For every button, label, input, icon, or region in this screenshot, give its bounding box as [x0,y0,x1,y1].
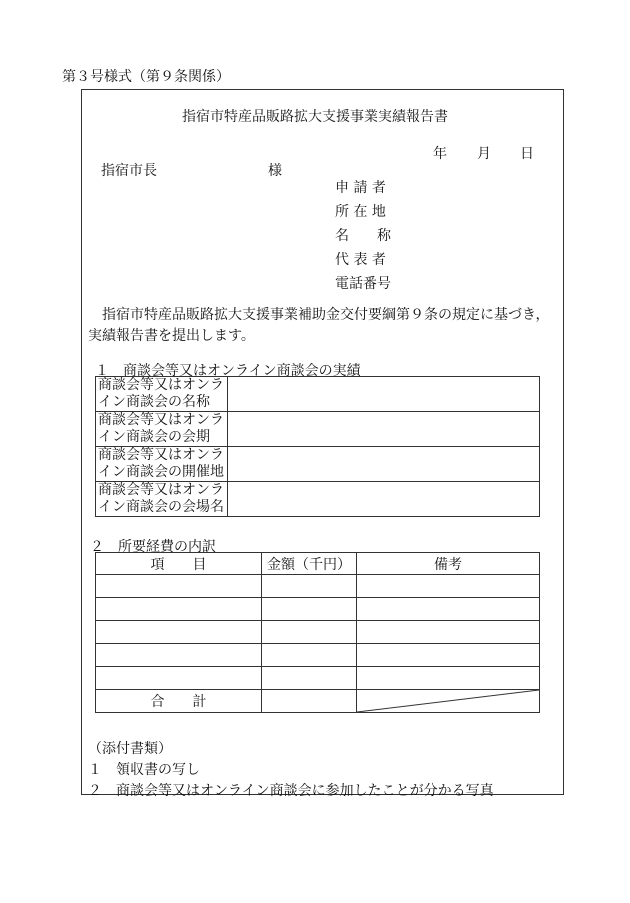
date-month: 月 [477,146,491,162]
total-label: 合 計 [96,690,262,713]
table-row [96,482,540,517]
column-header-remarks: 備考 [357,553,540,575]
amount-cell[interactable] [262,667,357,690]
date-day: 日 [520,146,534,162]
representative-label: 代 表 者 [335,252,386,268]
row-label: 商談会等又はオンラ イン商談会の会場名 [96,482,228,517]
addressee-honorific: 様 [268,163,282,179]
item-cell[interactable] [96,621,262,644]
item-cell[interactable] [96,598,262,621]
section1-heading: １ 商談会等又はオンライン商談会の実績 [95,363,361,379]
results-table [95,376,540,517]
intro-paragraph: 指宿市特産品販路拡大支援事業補助金交付要綱第９条の規定に基づき，実績報告書を提出します。 [88,307,550,344]
row-label: 商談会等又はオンラ イン商談会の会期 [96,412,228,447]
remarks-cell[interactable] [357,575,540,598]
table-row [96,621,540,644]
attachment-item: ２ 商談会等又はオンライン商談会に参加したことが分かる写真 [88,783,494,799]
applicant-label: 申 請 者 [335,180,386,196]
total-row [96,690,540,713]
total-amount-cell[interactable] [262,690,357,713]
item-cell[interactable] [96,667,262,690]
attachment-item: １ 領収書の写し [88,762,200,778]
amount-cell[interactable] [262,621,357,644]
section2-heading: ２ 所要経費の内訳 [90,539,216,555]
amount-cell[interactable] [262,598,357,621]
table-row [96,447,540,482]
item-cell[interactable] [96,644,262,667]
table-row [96,377,540,412]
addressee-name: 指宿市長 [101,163,157,179]
phone-label: 電話番号 [335,276,391,292]
expense-table [95,552,540,713]
name-label: 名 称 [335,228,391,244]
remarks-cell[interactable] [357,667,540,690]
remarks-diagonal-cell [357,690,540,713]
date-year: 年 [433,146,447,162]
table-row [96,598,540,621]
value-cell[interactable] [228,377,540,412]
remarks-cell[interactable] [357,644,540,667]
column-header-item: 項 目 [96,553,262,575]
value-cell[interactable] [228,447,540,482]
item-cell[interactable] [96,575,262,598]
form-number: 第３号様式（第９条関係） [62,69,230,85]
row-label: 商談会等又はオンラ イン商談会の名称 [96,377,228,412]
table-row [96,575,540,598]
value-cell[interactable] [228,482,540,517]
row-label: 商談会等又はオンラ イン商談会の開催地 [96,447,228,482]
report-title: 指宿市特産品販路拡大支援事業実績報告書 [182,109,448,125]
amount-cell[interactable] [262,644,357,667]
column-header-amount: 金額（千円） [262,553,357,575]
remarks-cell[interactable] [357,598,540,621]
address-label: 所 在 地 [335,204,386,220]
value-cell[interactable] [228,412,540,447]
table-row [96,412,540,447]
amount-cell[interactable] [262,575,357,598]
attachments-heading: （添付書類） [88,741,172,757]
table-header-row [96,553,540,575]
remarks-cell[interactable] [357,621,540,644]
diagonal-line [357,690,539,712]
table-row [96,667,540,690]
table-row [96,644,540,667]
